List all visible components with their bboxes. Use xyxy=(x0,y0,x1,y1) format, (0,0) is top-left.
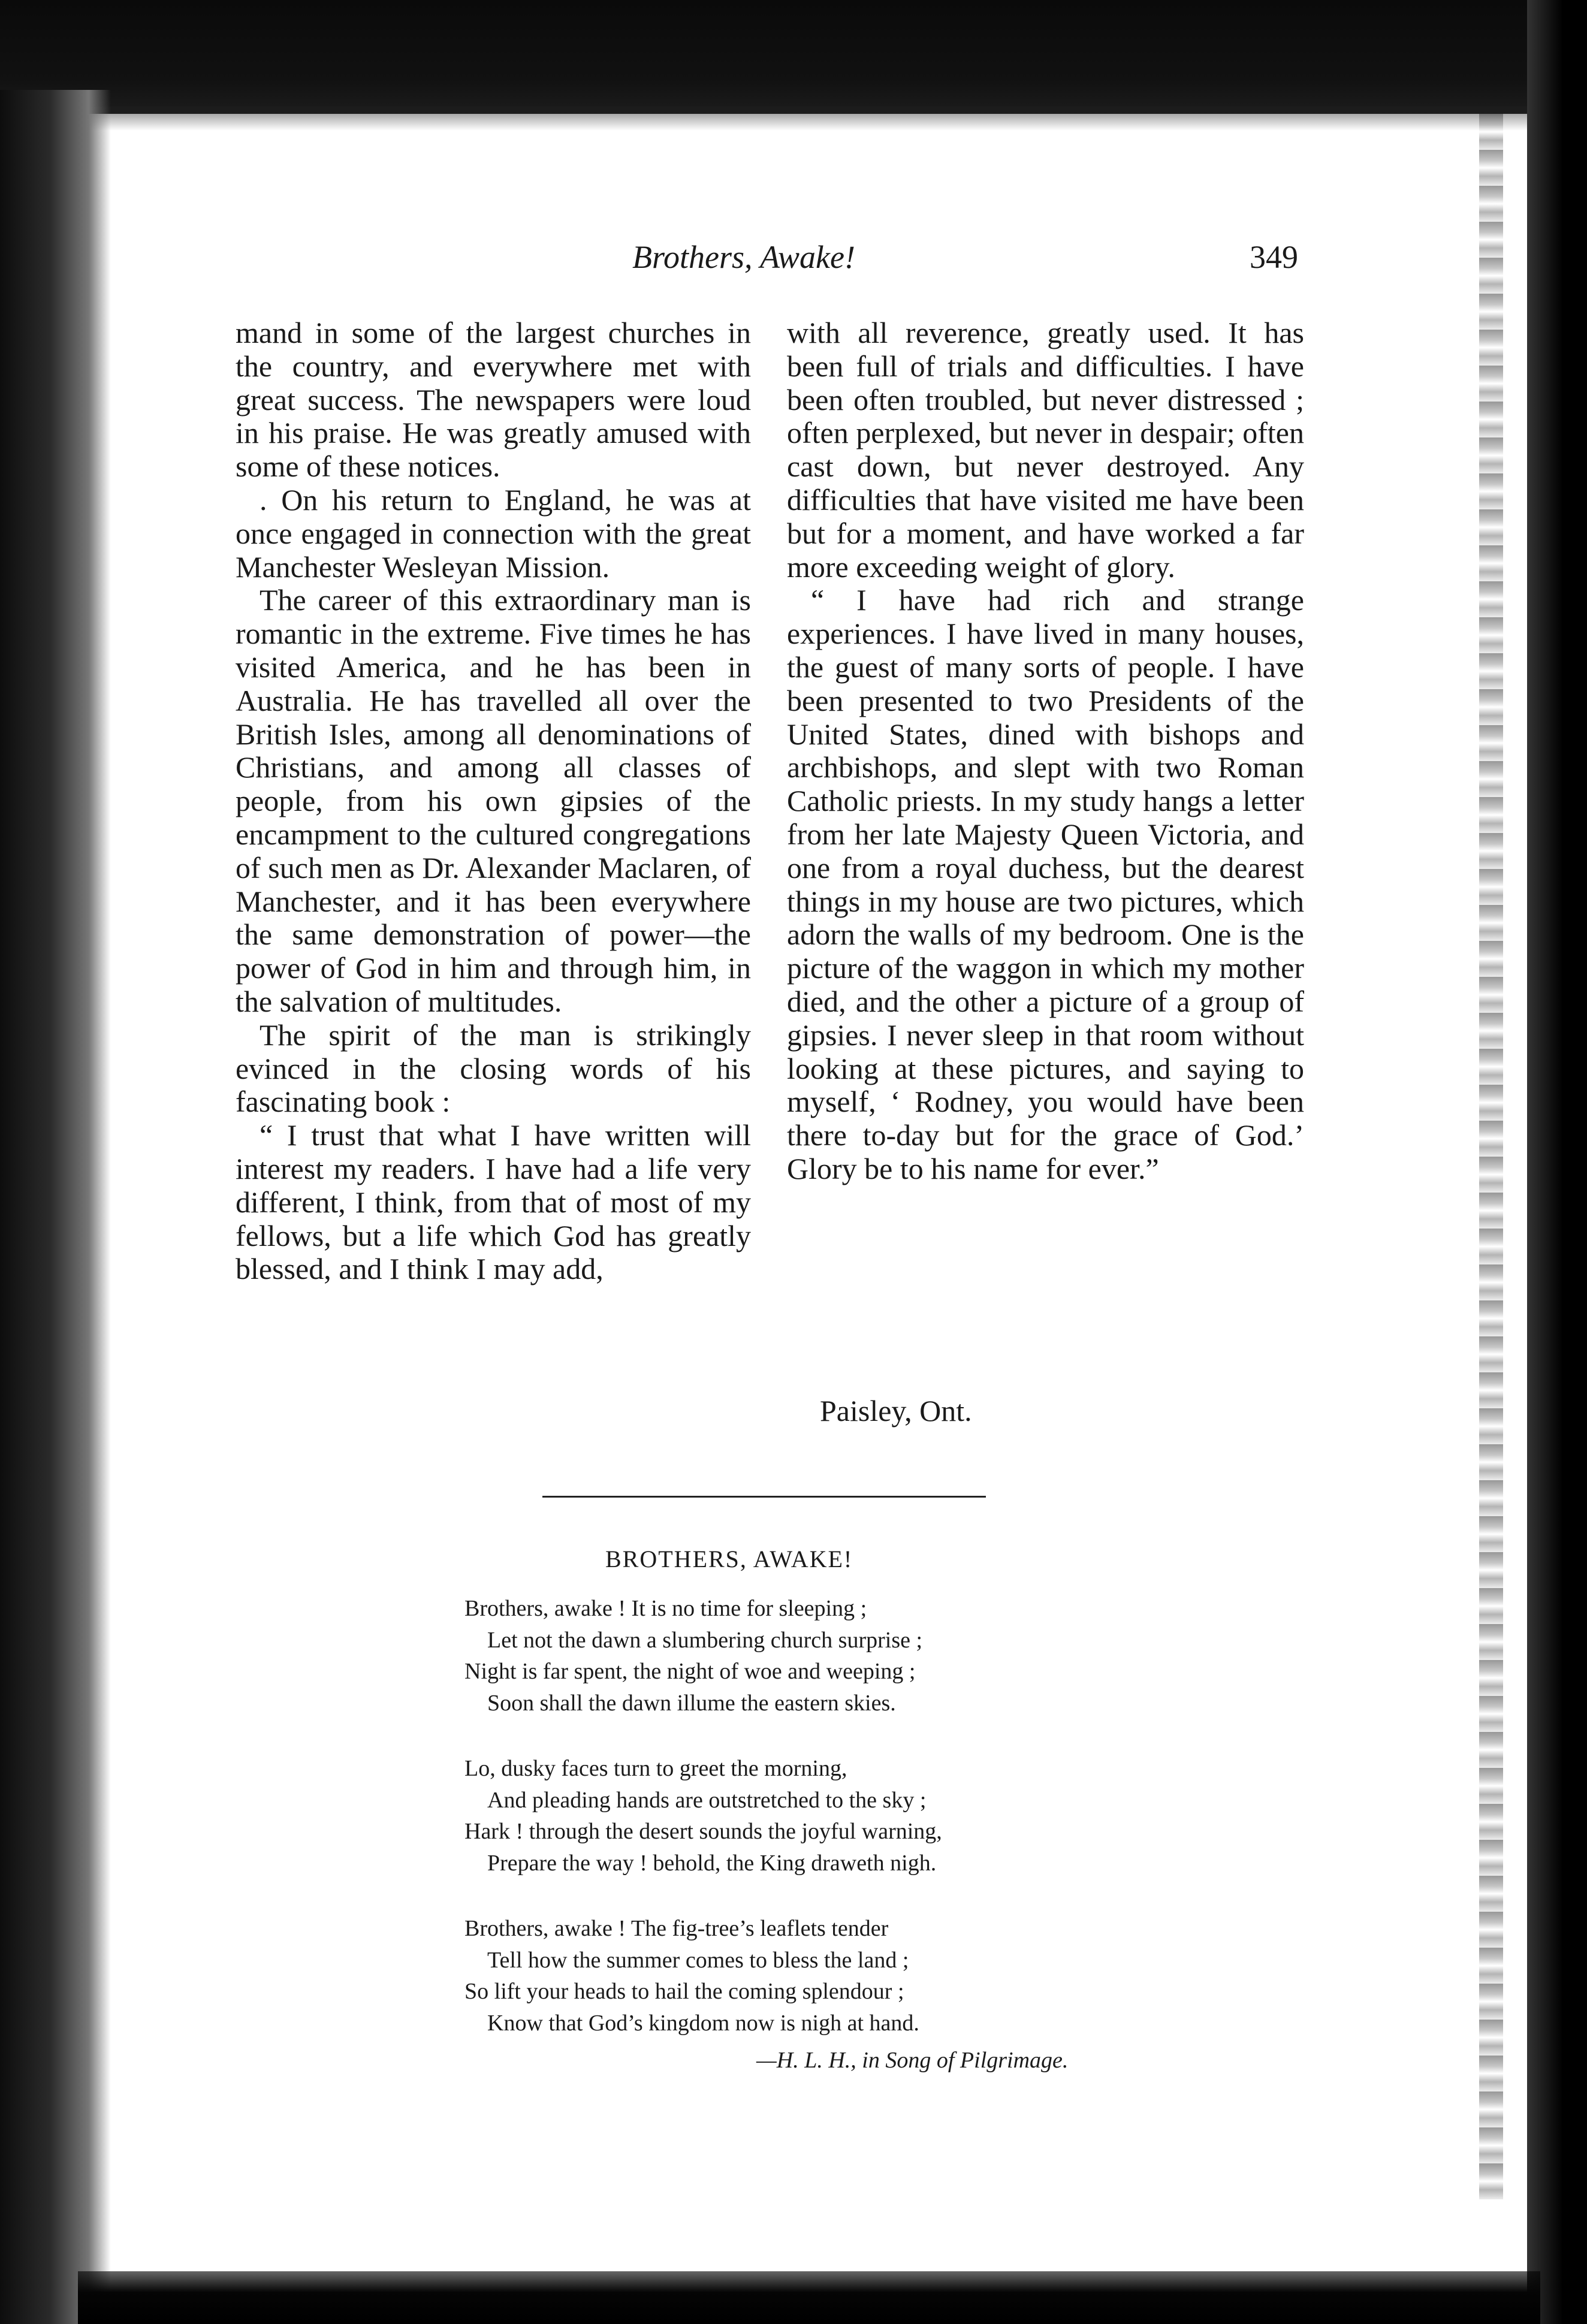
scan-border-right xyxy=(1527,0,1587,2324)
poem-stanza xyxy=(464,1913,1250,2039)
paragraph: “ I have had rich and strange experiences. I have lived in many houses, the guest of many sorts of people. I have been presented to two Presidents of the United States, dined with bishops and archbishops, and slept with two Roman Catholic priests. In my study hangs a letter from her late Majesty Queen Victoria, and one from a royal duchess, but the dearest things in my house are two pictures, which adorn the walls of my bedroom. One is the picture of the waggon in which my mother died, and the other a picture of a group of gipsies. I never sleep in that room without looking at these pictures, and saying to myself, ‘ Rodney, you would have been there to-day but for the grace of God.’ Glory be to his name for ever.” xyxy=(787,583,1304,1185)
article-signoff: Paisley, Ont. xyxy=(820,1394,972,1427)
poem-line: Brothers, awake ! It is no time for sleeping ; xyxy=(464,1596,867,1621)
paragraph: mand in some of the largest churches in the country, and everywhere met with great success. The newspapers were loud in his praise. He was greatly amused with some of these notices. xyxy=(236,316,751,484)
running-head: Brothers, Awake! xyxy=(632,239,855,275)
left-column xyxy=(236,316,751,1286)
poem-line: Lo, dusky faces turn to greet the morning, xyxy=(464,1756,847,1781)
paragraph: . On his return to England, he was at once engaged in connection with the great Manchester Wesleyan Mission. xyxy=(236,482,751,584)
poem-stanza xyxy=(464,1593,1250,1719)
scan-border-left xyxy=(0,90,111,2324)
poem-line: Brothers, awake ! The fig-tree’s leaflets tender xyxy=(464,1916,889,1941)
poem-line: So lift your heads to hail the coming splendour ; xyxy=(464,1979,904,2004)
poem-attribution: —H. L. H., in Song of Pilgrimage. xyxy=(756,2048,1069,2073)
paragraph: The career of this extraordinary man is romantic in the extreme. Five times he has visited America, and he has been in Australia. He has travelled all over the British Isles, among all denominations of Christians, and among all classes of people, from his own gipsies of the encampment to the cultured congregations of such men as Dr. Alexander Maclaren, of Manchester, and it has been everywhere the same demonstration of power—the power of God in him and through him, in the salvation of multitudes. xyxy=(236,583,751,1018)
poem-line: And pleading hands are outstretched to the sky ; xyxy=(487,1787,927,1813)
poem-line: Know that God’s kingdom now is nigh at hand. xyxy=(487,2010,919,2036)
poem-title: BROTHERS, AWAKE! xyxy=(605,1546,853,1573)
paragraph: “ I trust that what I have written will interest my readers. I have had a life very different, I think, from that of most of my fellows, but a life which God has greatly blessed, and I think I may add, xyxy=(236,1118,751,1286)
poem-line: Let not the dawn a slumbering church surprise ; xyxy=(487,1627,923,1653)
page-number: 349 xyxy=(1250,239,1298,275)
poem-stanza xyxy=(464,1753,1250,1879)
right-column xyxy=(787,316,1304,1186)
scan-border-bottom xyxy=(78,2271,1540,2324)
scan-border-top-shadow xyxy=(0,107,1587,131)
poem-line: Hark ! through the desert sounds the joyful warning, xyxy=(464,1819,942,1844)
poem-line: Soon shall the dawn illume the eastern skies. xyxy=(487,1690,896,1716)
poem-line: Tell how the summer comes to bless the land ; xyxy=(487,1947,909,1973)
scan-border-top xyxy=(0,0,1587,114)
poem xyxy=(464,1593,1250,2073)
poem-line: Night is far spent, the night of woe and weeping ; xyxy=(464,1659,916,1684)
section-divider xyxy=(542,1496,986,1498)
scan-edge-right-noise xyxy=(1479,114,1503,2199)
poem-line: Prepare the way ! behold, the King draweth nigh. xyxy=(487,1850,937,1876)
paragraph: with all reverence, greatly used. It has been full of trials and difficulties. I have been often troubled, but never distressed ; often perplexed, but never in despair; often cast down, but never destroyed. Any difficulties that have visited me have been but for a moment, and have worked a far more exceeding weight of glory. xyxy=(787,316,1304,584)
paragraph: The spirit of the man is strikingly evinced in the closing words of his fascinating book : xyxy=(236,1018,751,1119)
